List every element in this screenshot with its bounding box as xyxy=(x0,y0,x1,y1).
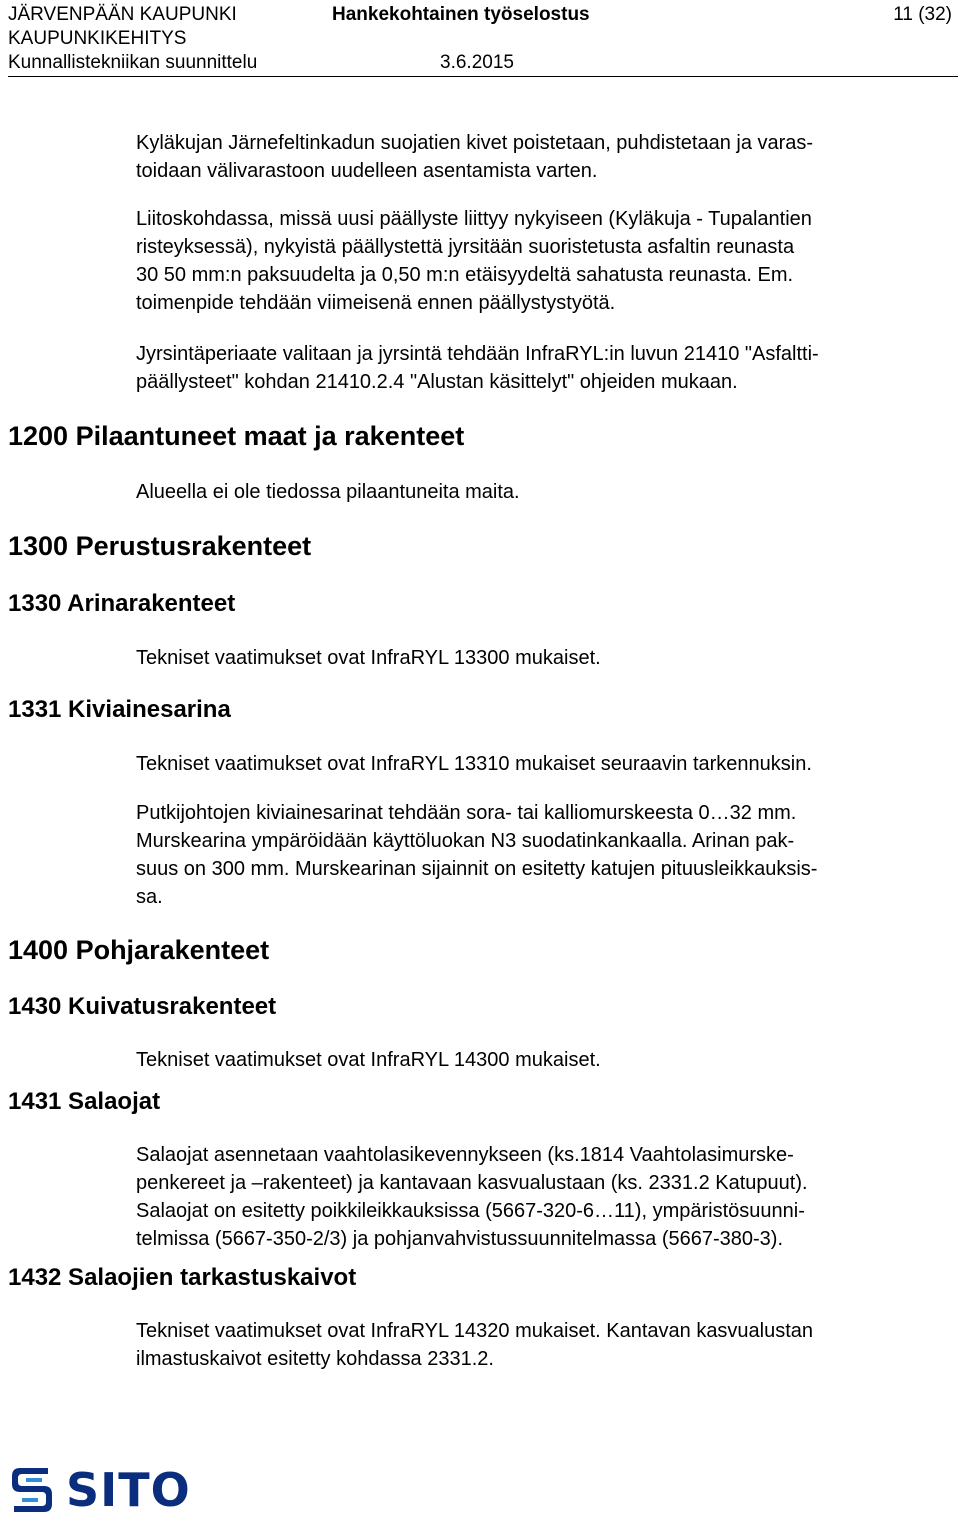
paragraph-line: päällysteet" kohdan 21410.2.4 "Alustan käsittelyt" ohjeiden mukaan. xyxy=(136,371,738,393)
paragraph-line: risteyksessä), nykyistä päällystettä jyrsitään suoristetusta asfaltin reunasta xyxy=(136,236,795,258)
paragraph-line: telmissa (5667-350-2/3) ja pohjanvahvistussuunnitelmassa (5667-380-3). xyxy=(136,1228,784,1250)
paragraph-stone-removal xyxy=(136,129,954,185)
heading-1300: 1300 Perustusrakenteet xyxy=(8,531,312,561)
paragraph-line: Putkijohtojen kiviainesarinat tehdään sora- tai kalliomurskeesta 0…32 mm. xyxy=(136,802,797,824)
header-page-number: 11 (32) xyxy=(893,4,952,25)
heading-1432: 1432 Salaojien tarkastuskaivot xyxy=(8,1264,357,1291)
paragraph-line: toimenpide tehdään viimeisenä ennen päällystystyötä. xyxy=(136,292,616,314)
paragraph-1432 xyxy=(136,1317,954,1373)
header-org-line1: JÄRVENPÄÄN KAUPUNKI xyxy=(8,4,237,25)
paragraph-1331-requirements xyxy=(136,750,954,778)
paragraph-1330 xyxy=(136,644,954,672)
heading-1200: 1200 Pilaantuneet maat ja rakenteet xyxy=(8,421,465,451)
paragraph-1200 xyxy=(136,478,954,506)
header-doc-date: 3.6.2015 xyxy=(440,52,514,73)
paragraph-line: 30 50 mm:n paksuudelta ja 0,50 m:n etäisyydeltä sahatusta reunasta. Em. xyxy=(136,264,794,286)
heading-1400: 1400 Pohjarakenteet xyxy=(8,935,270,965)
paragraph-line: Tekniset vaatimukset ovat InfraRYL 13300 mukaiset. xyxy=(136,647,601,669)
header-org-line2: KAUPUNKIKEHITYS xyxy=(8,28,187,49)
paragraph-line: toidaan välivarastoon uudelleen asentamista varten. xyxy=(136,160,598,182)
paragraph-line: Tekniset vaatimukset ovat InfraRYL 13310 mukaiset seuraavin tarkennuksin. xyxy=(136,753,812,775)
paragraph-1431 xyxy=(136,1141,954,1253)
heading-1331: 1331 Kiviainesarina xyxy=(8,696,231,723)
paragraph-line: Tekniset vaatimukset ovat InfraRYL 14300 mukaiset. xyxy=(136,1049,601,1071)
sito-s-icon xyxy=(8,1464,56,1516)
paragraph-line: penkereet ja –rakenteet) ja kantavaan kasvualustaan (ks. 2331.2 Katupuut). xyxy=(136,1172,808,1194)
paragraph-line: Tekniset vaatimukset ovat InfraRYL 14320 mukaiset. Kantavan kasvualustan xyxy=(136,1320,814,1342)
header-org-line3: Kunnallistekniikan suunnittelu xyxy=(8,52,258,73)
paragraph-line: Salaojat asennetaan vaahtolasikevennykseen (ks.1814 Vaahtolasimurske- xyxy=(136,1144,794,1166)
paragraph-milling-principle xyxy=(136,340,954,396)
heading-1430: 1430 Kuivatusrakenteet xyxy=(8,993,277,1020)
paragraph-line: Kyläkujan Järnefeltinkadun suojatien kivet poistetaan, puhdistetaan ja varas- xyxy=(136,132,814,154)
paragraph-line: Alueella ei ole tiedossa pilaantuneita maita. xyxy=(136,481,520,503)
paragraph-line: sa. xyxy=(136,886,163,908)
heading-1431: 1431 Salaojat xyxy=(8,1088,161,1115)
paragraph-line: Liitoskohdassa, missä uusi päällyste liittyy nykyiseen (Kyläkuja - Tupalantien xyxy=(136,208,812,230)
heading-1330: 1330 Arinarakenteet xyxy=(8,590,236,617)
paragraph-line: Salaojat on esitetty poikkileikkauksissa (5667-320-6…11), ympäristösuunni- xyxy=(136,1200,805,1222)
paragraph-line: ilmastuskaivot esitetty kohdassa 2331.2. xyxy=(136,1348,494,1370)
paragraph-joint-milling xyxy=(136,205,954,317)
paragraph-1331-details xyxy=(136,799,954,911)
header-doc-title: Hankekohtainen työselostus xyxy=(332,4,590,25)
paragraph-line: suus on 300 mm. Murskearinan sijainnit on esitetty katujen pituusleikkauksis- xyxy=(136,858,818,880)
paragraph-line: Murskearina ympäröidään käyttöluokan N3 suodatinkankaalla. Arinan pak- xyxy=(136,830,795,852)
header-divider xyxy=(8,76,958,77)
sito-logo-text: SITO xyxy=(66,1463,191,1517)
paragraph-1430 xyxy=(136,1046,954,1074)
sito-logo xyxy=(8,1464,191,1516)
paragraph-line: Jyrsintäperiaate valitaan ja jyrsintä tehdään InfraRYL:in luvun 21410 "Asfaltti- xyxy=(136,343,819,365)
